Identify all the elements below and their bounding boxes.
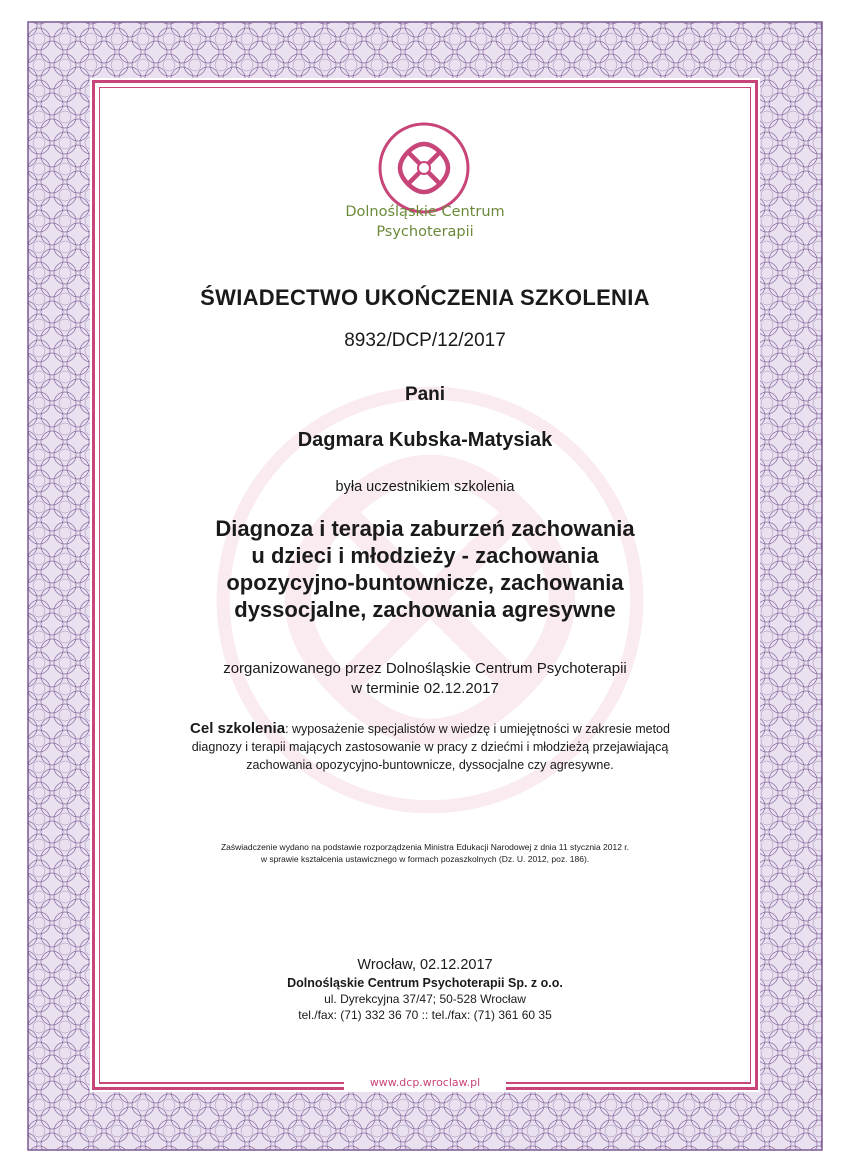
company-name: Dolnośląskie Centrum Psychoterapii Sp. z o.o. [287,976,563,990]
participation-text: była uczestnikiem szkolenia [335,479,515,495]
certificate-number: 8932/DCP/12/2017 [344,330,506,351]
participant-name: Dagmara Kubska-Matysiak [297,429,553,451]
city-date: Wrocław, 02.12.2017 [357,957,493,973]
issuer-info [100,956,750,1023]
legal-basis-note [140,841,710,865]
organization-name-line2: Psychoterapii [376,224,474,240]
organizer-line: zorganizowanego przez Dolnośląskie Centrum Psychoterapii [223,660,627,677]
certificate-title: ŚWIADECTWO UKOŃCZENIA SZKOLENIA [200,285,650,310]
course-goal [140,720,720,774]
organization-name [100,202,750,242]
course-date: w terminie 02.12.2017 [351,680,499,697]
website-bar [99,1075,751,1091]
legal-line: Zaświadczenie wydano na podstawie rozporządzenia Ministra Edukacji Narodowej z dnia 11 stycznia 2012 r. [220,842,630,852]
organization-name-line1: Dolnośląskie Centrum [345,204,505,220]
goal-line: : wyposażenie specjalistów w wiedzę i umiejętności w zakresie metod [285,722,670,736]
website-link[interactable]: www.dcp.wroclaw.pl [344,1075,506,1091]
course-title [140,515,710,623]
legal-line: w sprawie kształcenia ustawicznego w formach pozaszkolnych (Dz. U. 2012, poz. 186). [260,854,590,864]
course-title-line: u dzieci i młodzieży - zachowania [251,543,599,568]
company-address: ul. Dyrekcyjna 37/47; 50-528 Wrocław [324,992,526,1006]
goal-line: diagnozy i terapii mających zastosowanie w pracy z dziećmi i młodzieżą przejawiającą [191,740,669,754]
goal-label: Cel szkolenia [190,720,286,737]
organizer-info [100,659,750,699]
course-title-line: dyssocjalne, zachowania agresywne [234,597,616,622]
goal-line: zachowania opozycyjno-buntownicze, dyssocjalne czy agresywne. [246,758,614,772]
course-title-line: opozycyjno-buntownicze, zachowania [226,570,624,595]
company-phone: tel./fax: (71) 332 36 70 :: tel./fax: (71) 361 60 35 [298,1008,552,1022]
salutation: Pani [404,384,446,405]
course-title-line: Diagnoza i terapia zaburzeń zachowania [215,516,635,541]
